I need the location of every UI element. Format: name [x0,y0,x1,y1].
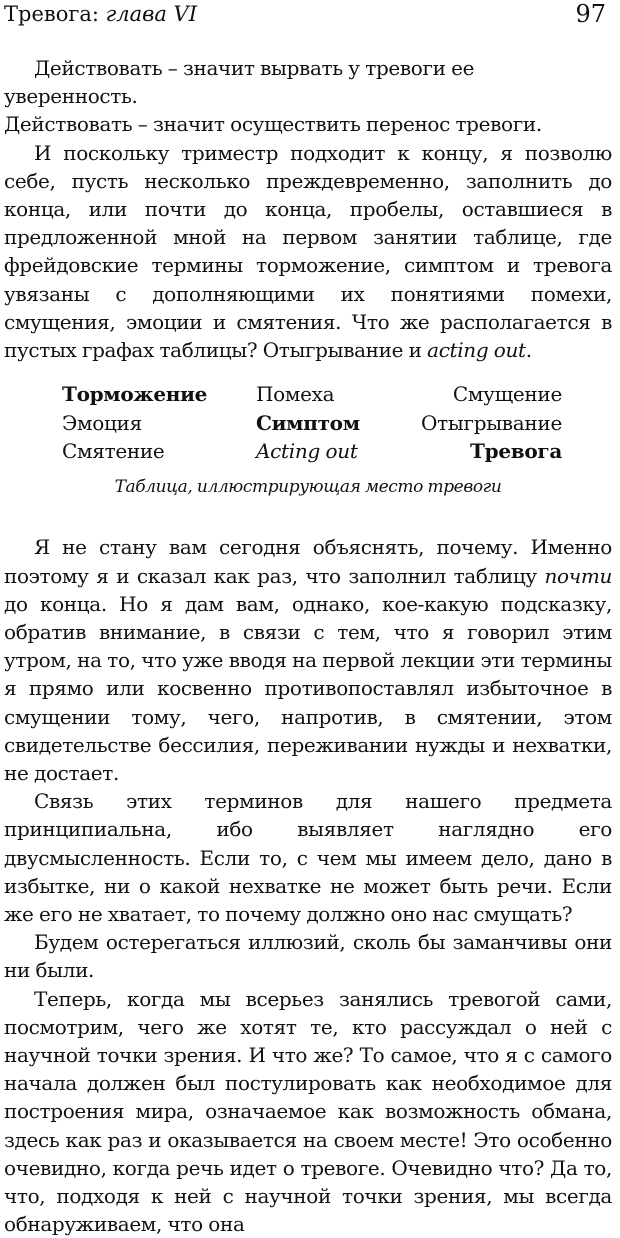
paragraph-table-intro-text: И поскольку триместр подходит к концу, я позволю себе, пусть несколько преждевременно, заполнить до конца, или почти до конца, пробелы, оставшиеся в предложенной мной на первом занятии таблице, где фрейдовские термины торможение, симптом и тревога увязаны с дополняющими их понятиями помехи, смущения, эмоции и смятения. Что же располагается в пустых графах таблицы? Отыгрывание и [4,140,612,363]
paragraph-explanation-italic: почти [544,563,612,588]
table-cell: Смущение [452,382,562,407]
paragraph-scientific-view: Теперь, когда мы всерьез занялись тревогой сами, посмотрим, чего же хотят те, кто рассуждал о ней с научной точки зрения. И что же? То самое, что я с самого начала должен был постулировать как необходимое для построения мира, означаемое как возможность обмана, здесь как раз и оказывается на своем месте! Это особенно очевидно, когда речь идет о тревоге. Очевидно что? Да то, что, подходя к ней с научной точки зрения, мы всегда обнаруживаем, что она [4,986,612,1237]
table-cell: Отыгрывание [421,410,562,435]
table-cell: Торможение [62,382,208,407]
paragraph-table-intro [4,139,612,365]
paragraph-explanation-part-2: до конца. Но я дам вам, однако, кое-какую подсказку, обратив внимание, в связи с тем, что я говорил этим утром, на то, что уже вводя на первой лекции эти термины я прямо или косвенно противопоставлял избыточное в смущении тому, чего, напротив, в смятении, этом свидетельстве бессилия, переживании нужды и нехватки, не достает. [4,591,612,786]
table-cell: Смятение [62,439,165,464]
table-row [62,409,562,437]
intro-paragraph [4,54,612,139]
intro-line-1: Действовать – значит вырвать у тревоги ее уверенность. [4,56,475,109]
paragraph-explanation [4,533,612,787]
body-text [4,54,612,1238]
paragraph-explanation-part-1: Я не стану вам сегодня объяснять, почему. Именно поэтому я и сказал как раз, что заполнил таблицу [4,535,612,588]
chapter-title [4,0,197,28]
paragraph-illusions: Будем остерегаться иллюзий, сколь бы заманчивы они ни были. [4,930,612,983]
table-cell: Acting out [256,439,358,464]
running-head [4,0,612,36]
terms-table [62,380,562,465]
table-caption: Таблица, иллюстрирующая место тревоги [114,477,502,498]
chapter-title-plain: Тревога: [4,2,106,26]
table-row [62,437,562,465]
chapter-title-italic: глава VI [105,2,198,26]
table-cell: Эмоция [62,410,142,435]
table-cell: Тревога [470,439,562,464]
table-cell: Помеха [256,382,335,407]
intro-line-2: Действовать – значит осуществить перенос тревоги. [4,112,542,137]
table-cell: Симптом [256,410,360,435]
paragraph-ambiguity: Связь этих терминов для нашего предмета принципиальна, ибо выявляет наглядно его двусмысленность. Если то, с чем мы имеем дело, дано в избытке, ни о какой нехватке не может быть речи. Если же его не хватает, то почему должно оно нас смущать? [4,789,612,927]
paragraph-table-intro-end: . [525,338,532,363]
paragraph-table-intro-italic: acting out [427,338,526,363]
table-row [62,380,562,408]
page-number: 97 [575,0,606,28]
